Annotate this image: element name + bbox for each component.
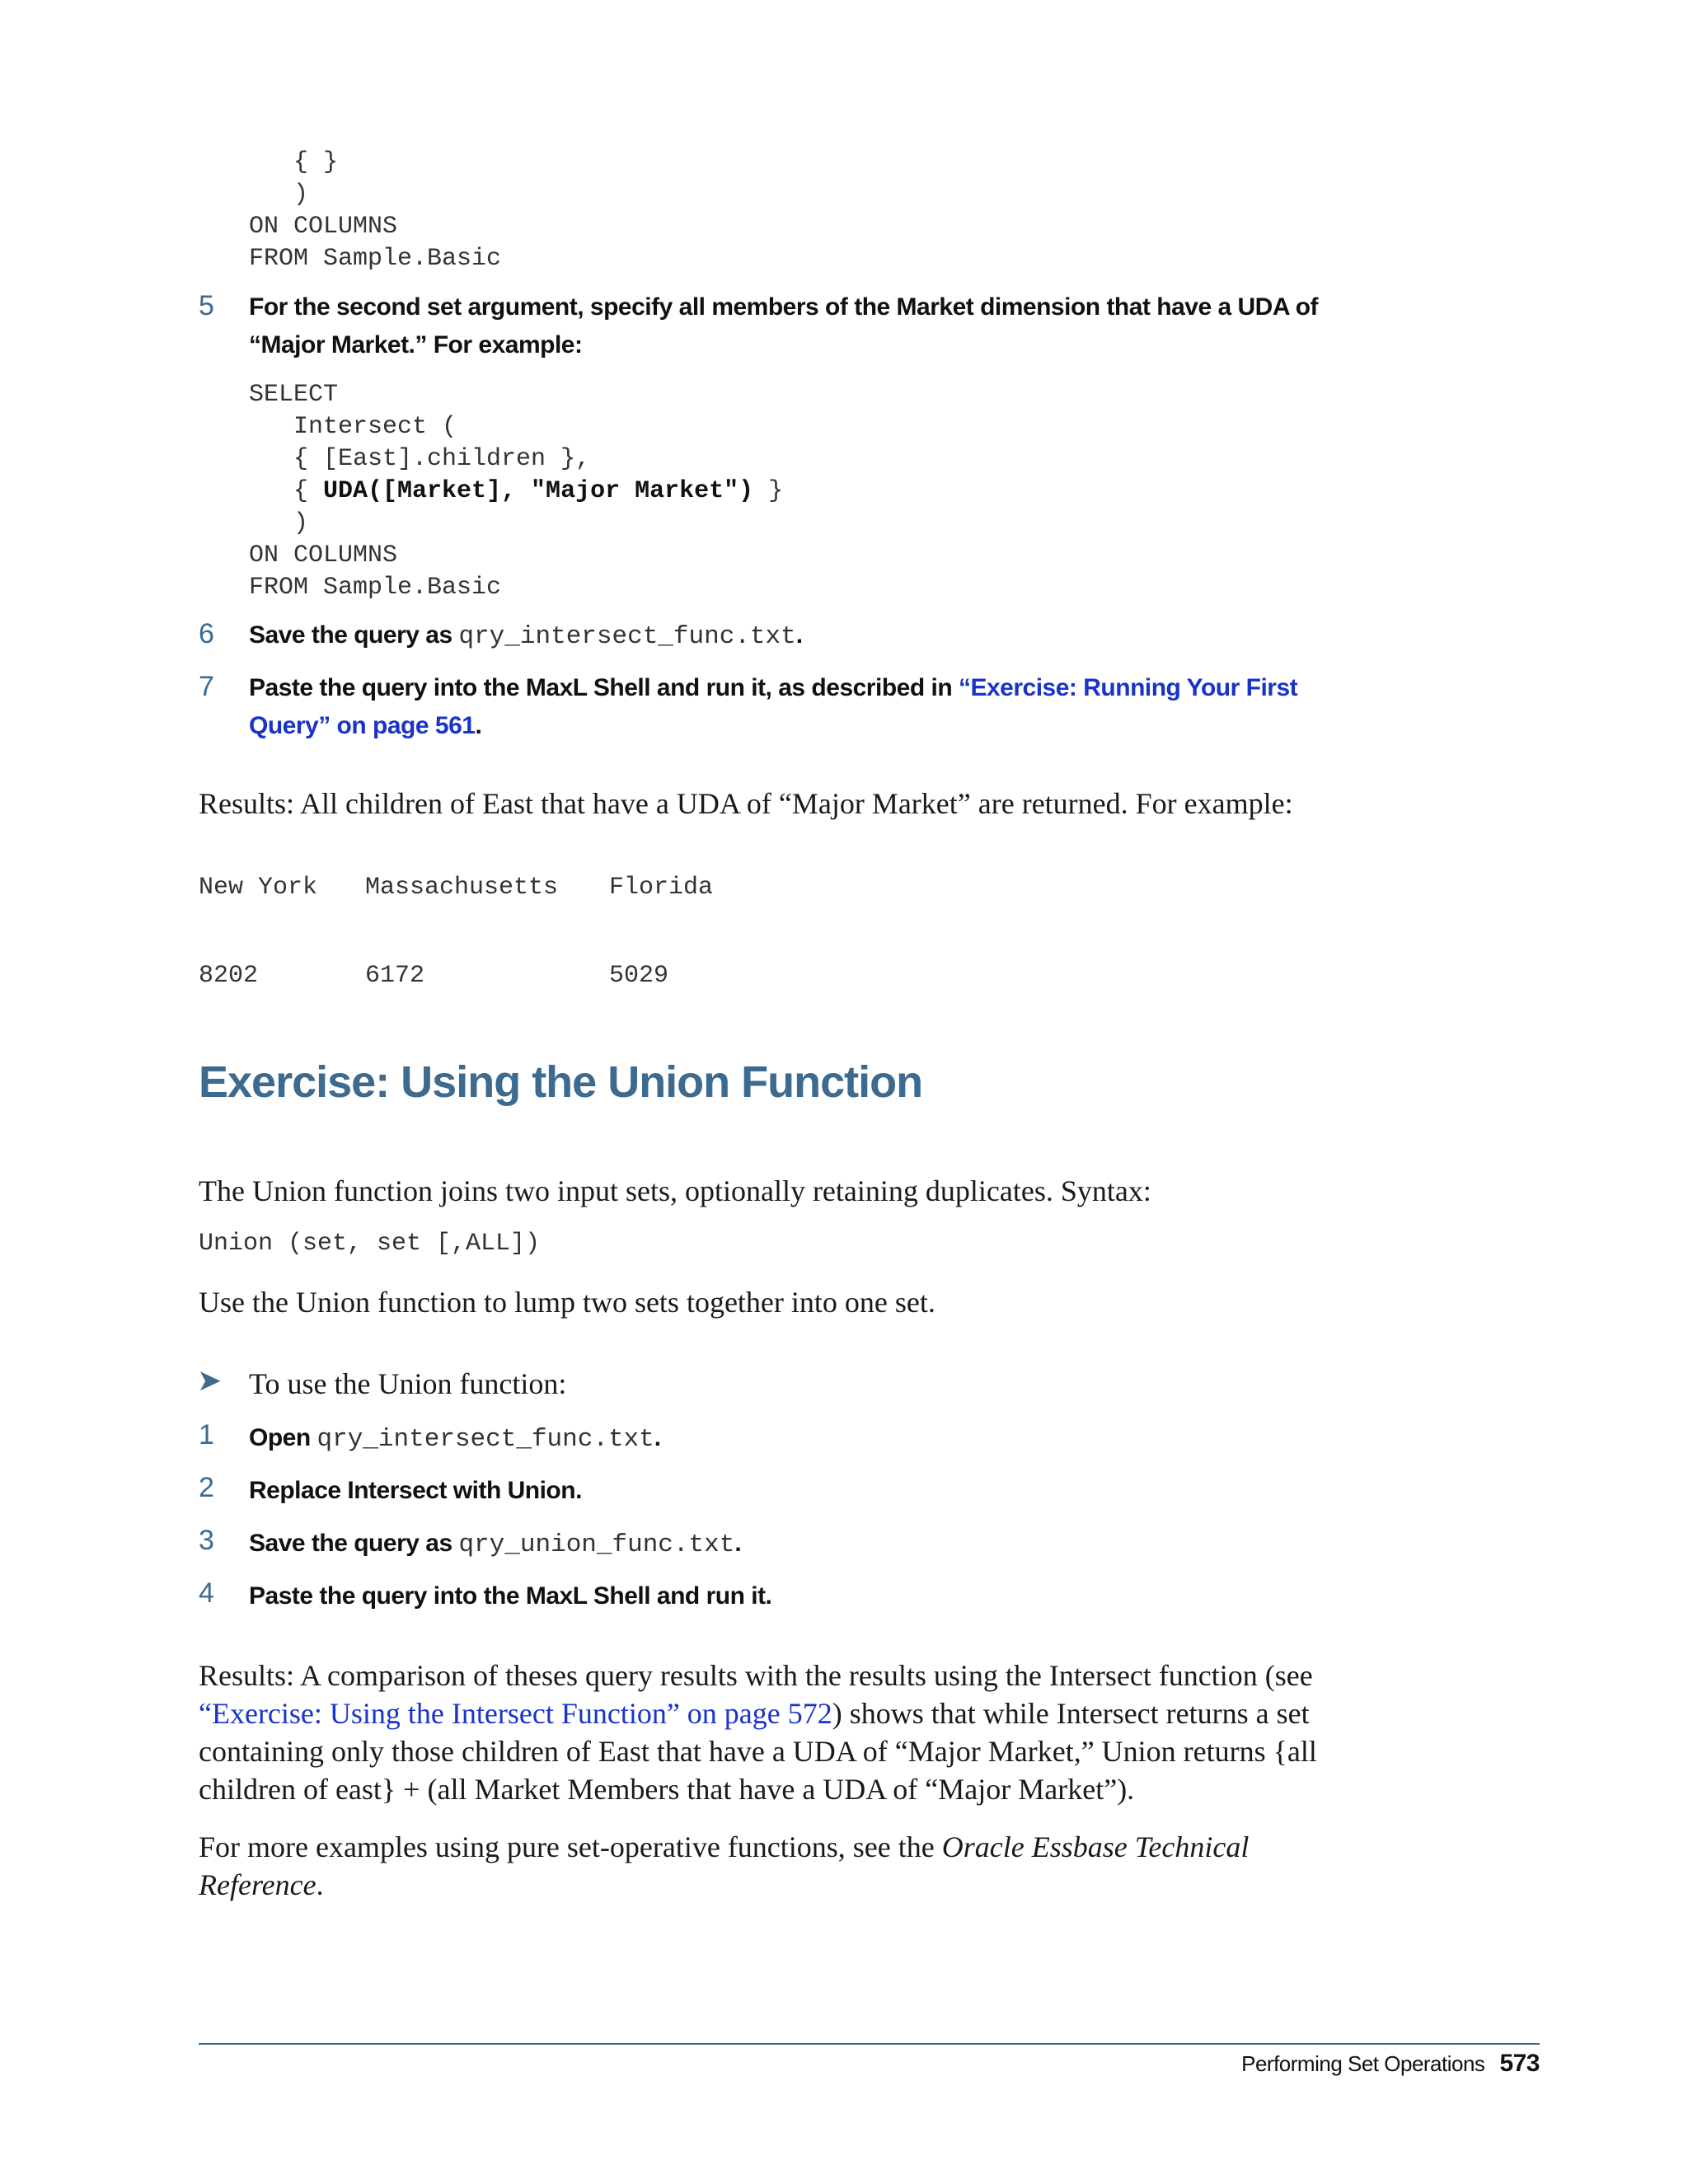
union-syntax: Union (set, set [,ALL]) — [199, 1230, 541, 1258]
footer-section-title: Performing Set Operations — [1241, 2051, 1485, 2076]
code-line: ON COLUMNS — [249, 213, 398, 241]
punctuation: . — [475, 712, 482, 739]
table-value-cell: 8202 — [199, 962, 259, 990]
punctuation: . — [316, 1868, 324, 1901]
step-text: Replace Intersect with Union. — [249, 1477, 582, 1504]
code-line-bold: UDA([Market], "Major Market") — [323, 477, 754, 505]
arrow-icon: ➤ — [197, 1364, 223, 1398]
step-label: Open — [249, 1424, 317, 1451]
step-number: 3 — [199, 1525, 214, 1556]
paragraph-text: Results: A comparison of theses query results with the results using the Intersect function (see — [199, 1659, 1313, 1692]
code-line-suffix: } — [753, 477, 784, 505]
union-use: Use the Union function to lump two sets together into one set. — [199, 1286, 935, 1319]
table-value-cell: 5029 — [609, 962, 669, 990]
step-label: Paste the query into the MaxL Shell and run it, as described in — [249, 674, 959, 701]
punctuation: . — [734, 1530, 742, 1557]
code-line: ) — [249, 180, 309, 209]
code-line: ) — [249, 509, 309, 537]
code-line: ON COLUMNS — [249, 541, 398, 569]
code-line: Intersect ( — [249, 413, 457, 441]
file-name: qry_intersect_func.txt — [316, 1425, 654, 1454]
paragraph-text: ) shows that while Intersect returns a set containing only those children of East that have a UDA of “Major Market,” Union returns {all children of east} + (all Market Members that have a UDA of “Major Market”). — [199, 1697, 1317, 1806]
footer-rule — [199, 2043, 1540, 2045]
page-number: 573 — [1499, 2050, 1540, 2077]
step-number: 6 — [199, 618, 214, 649]
step-text: Paste the query into the MaxL Shell and run it. — [249, 1582, 772, 1610]
page-footer — [1241, 2050, 1540, 2078]
more-examples-paragraph — [199, 1828, 1353, 1904]
table-header-cell: New York — [199, 874, 318, 902]
results-paragraph: Results: All children of East that have a UDA of “Major Market” are returned. For example: — [199, 787, 1293, 820]
code-line: { [East].children }, — [249, 445, 591, 473]
code-block-top — [249, 147, 501, 275]
step-number: 1 — [199, 1419, 214, 1451]
code-line-prefix: { — [249, 477, 324, 505]
procedure-title: To use the Union function: — [249, 1367, 567, 1400]
punctuation: . — [795, 621, 803, 649]
step-text — [249, 1525, 1353, 1564]
step-text — [249, 1419, 1353, 1459]
code-line: FROM Sample.Basic — [249, 245, 502, 273]
results-comparison-paragraph — [199, 1657, 1353, 1808]
step-number: 5 — [199, 290, 214, 321]
reference-title: Oracle Essbase Technical Reference — [199, 1830, 1250, 1901]
step-label: Save the query as — [249, 1530, 459, 1557]
table-header-cell: Florida — [609, 874, 714, 902]
section-heading: Exercise: Using the Union Function — [199, 1057, 923, 1107]
file-name: qry_intersect_func.txt — [458, 622, 796, 651]
table-header-cell: Massachusetts — [365, 874, 559, 902]
cross-reference-link[interactable]: “Exercise: Running Your First Query” on page 561 — [249, 674, 1298, 739]
code-block-select — [249, 379, 783, 604]
code-line: FROM Sample.Basic — [249, 574, 502, 602]
step-text: For the second set argument, specify all members of the Market dimension that have a UDA of “Major Market.” For example: — [249, 293, 1319, 359]
union-intro: The Union function joins two input sets, optionally retaining duplicates. Syntax: — [199, 1174, 1151, 1207]
step-text — [249, 616, 1353, 656]
step-text — [249, 669, 1353, 745]
step-number: 7 — [199, 671, 214, 702]
file-name: qry_union_func.txt — [458, 1530, 735, 1559]
step-number: 2 — [199, 1472, 214, 1503]
paragraph-text: For more examples using pure set-operative functions, see the — [199, 1830, 942, 1863]
step-label: Save the query as — [249, 621, 459, 649]
step-number: 4 — [199, 1577, 214, 1609]
cross-reference-link[interactable]: “Exercise: Using the Intersect Function” on page 572 — [199, 1697, 832, 1730]
table-value-cell: 6172 — [365, 962, 425, 990]
code-line: SELECT — [249, 381, 339, 409]
punctuation: . — [654, 1424, 661, 1451]
code-line: { } — [249, 148, 339, 176]
